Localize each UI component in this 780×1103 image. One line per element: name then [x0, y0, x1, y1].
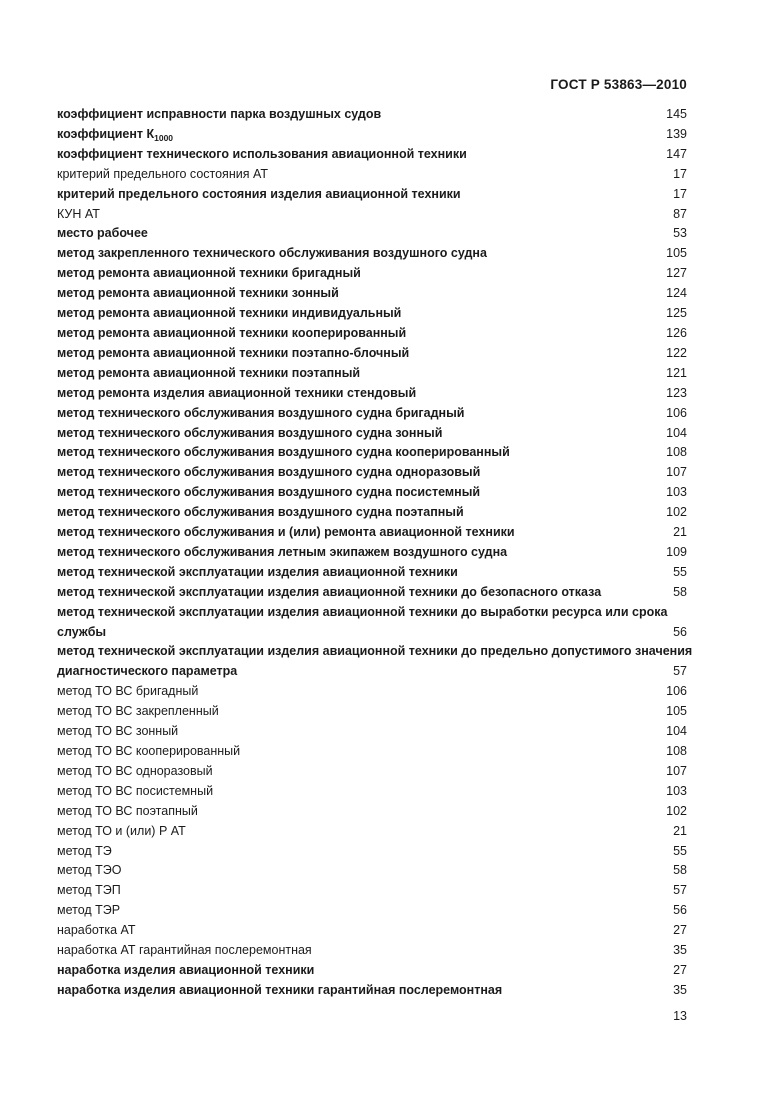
index-entry — [57, 244, 687, 264]
index-term: метод технического обслуживания и (или) ремонта авиационной техники — [57, 525, 515, 540]
index-term: метод технической эксплуатации изделия авиационной техники до выработки ресурса или срока — [57, 604, 668, 619]
index-entry — [57, 881, 687, 901]
document-standard-title: ГОСТ Р 53863—2010 — [550, 77, 687, 92]
index-entry — [57, 603, 687, 643]
index-entry — [57, 802, 687, 822]
index-term: место рабочее — [57, 226, 148, 241]
index-term: метод технического обслуживания воздушного судна кооперированный — [57, 445, 510, 460]
index-term: критерий предельного состояния изделия авиационной техники — [57, 186, 461, 201]
index-entry — [57, 901, 687, 921]
index-entry-page-number: 17 — [673, 186, 687, 201]
index-entry-page-number: 106 — [666, 405, 687, 420]
index-entry-page-number: 102 — [666, 505, 687, 520]
index-entry-page-number: 147 — [666, 146, 687, 161]
index-entry — [57, 583, 687, 603]
index-entry — [57, 224, 687, 244]
index-entry — [57, 145, 687, 165]
index-term: метод ТЭ — [57, 843, 112, 858]
index-entry-page-number: 125 — [666, 306, 687, 321]
index-entry-page-number: 27 — [673, 962, 687, 977]
index-entry-page-number: 107 — [666, 465, 687, 480]
index-term: метод технического обслуживания воздушного судна поэтапный — [57, 505, 464, 520]
index-entry-page-number: 21 — [673, 525, 687, 540]
index-term: коэффициент технического использования авиационной техники — [57, 146, 467, 161]
index-entry — [57, 941, 687, 961]
index-term: метод ремонта авиационной техники индивидуальный — [57, 306, 402, 321]
index-term: метод ТЭО — [57, 863, 122, 878]
index-entry-page-number: 58 — [673, 584, 687, 599]
index-term: наработка АТ гарантийная послеремонтная — [57, 943, 312, 958]
index-entry-page-number: 35 — [673, 943, 687, 958]
index-term: метод ТО ВС кооперированный — [57, 744, 241, 758]
index-entry — [57, 543, 687, 563]
index-entry — [57, 563, 687, 583]
index-entry — [57, 404, 687, 424]
index-entry-page-number: 17 — [673, 166, 687, 181]
term-subscript: 1000 — [154, 132, 174, 143]
index-entry — [57, 762, 687, 782]
index-term: метод ТО ВС посистемный — [57, 783, 214, 798]
index-entry — [57, 503, 687, 523]
index-entry-page-number: 109 — [666, 544, 687, 559]
index-entry-page-number: 35 — [673, 982, 687, 997]
index-entry — [57, 842, 687, 862]
index-entry-page-number: 55 — [673, 564, 687, 579]
index-list — [57, 105, 693, 1027]
index-entry-page-number: 105 — [666, 246, 687, 261]
index-entry-page-number: 57 — [673, 664, 687, 679]
index-term: КУН АТ — [57, 206, 100, 221]
index-term: метод ремонта авиационной техники поэтапный — [57, 365, 361, 380]
index-entry — [57, 682, 687, 702]
index-entry — [57, 304, 687, 324]
index-term: наработка изделия авиационной техники гарантийная послеремонтная — [57, 982, 503, 997]
index-entry-page-number: 122 — [666, 345, 687, 360]
index-entry — [57, 702, 687, 722]
index-entry-page-number: 121 — [666, 365, 687, 380]
index-entry — [57, 205, 687, 225]
index-entry — [57, 981, 687, 1001]
index-entry — [57, 722, 687, 742]
index-term: метод ТЭР — [57, 903, 121, 918]
index-term: метод ремонта авиационной техники кооперированный — [57, 325, 407, 340]
index-entry-page-number: 104 — [666, 425, 687, 440]
index-entry — [57, 961, 687, 981]
index-term: метод ТО ВС бригадный — [57, 684, 199, 699]
index-term: наработка изделия авиационной техники — [57, 962, 315, 977]
index-entry — [57, 742, 687, 762]
index-term: метод ремонта авиационной техники зонный — [57, 286, 339, 301]
index-term: коэффициент исправности парка воздушных судов — [57, 107, 382, 121]
index-entry — [57, 324, 687, 344]
index-entry — [57, 861, 687, 881]
index-entry-page-number: 27 — [673, 923, 687, 938]
index-entry — [57, 364, 687, 384]
index-term: метод ТО ВС зонный — [57, 724, 179, 739]
index-entry-page-number: 87 — [673, 206, 687, 221]
index-entry-page-number: 55 — [673, 843, 687, 858]
index-entry-page-number: 139 — [666, 126, 687, 141]
index-entry — [57, 443, 687, 463]
index-entry-page-number: 56 — [673, 903, 687, 918]
index-entry-page-number: 104 — [666, 724, 687, 739]
index-entry — [57, 483, 687, 503]
index-entry-page-number: 107 — [666, 763, 687, 778]
index-term: метод ремонта авиационной техники поэтапно-блочный — [57, 345, 410, 360]
index-term: метод ТЭП — [57, 883, 121, 898]
index-entry — [57, 921, 687, 941]
index-entry — [57, 264, 687, 284]
index-entry-page-number: 108 — [666, 445, 687, 460]
index-entry — [57, 782, 687, 802]
index-entry-page-number: 57 — [673, 883, 687, 898]
index-entry — [57, 822, 687, 842]
index-term: метод ТО ВС закрепленный — [57, 704, 219, 719]
index-entry-page-number: 105 — [666, 704, 687, 719]
index-term: метод ТО ВС поэтапный — [57, 803, 198, 818]
page-number-footer: 13 — [673, 1008, 687, 1023]
index-entry-page-number: 102 — [666, 803, 687, 818]
index-entry-page-number: 106 — [666, 684, 687, 699]
index-entry-page-number: 56 — [673, 624, 687, 639]
index-term-continuation: диагностического параметра — [57, 664, 238, 679]
index-entry-page-number: 103 — [666, 783, 687, 798]
index-entry — [57, 344, 687, 364]
index-term: наработка АТ — [57, 923, 136, 938]
index-term: метод технической эксплуатации изделия авиационной техники — [57, 564, 458, 579]
index-entry — [57, 165, 687, 185]
index-term: метод ТО и (или) Р АТ — [57, 823, 186, 838]
index-term: метод ремонта изделия авиационной техники стендовый — [57, 385, 417, 400]
index-term: метод технического обслуживания воздушного судна одноразовый — [57, 465, 481, 480]
index-entry — [57, 384, 687, 404]
index-term: метод технической эксплуатации изделия авиационной техники до безопасного отказа — [57, 584, 602, 599]
index-term: метод технического обслуживания летным экипажем воздушного судна — [57, 544, 508, 559]
index-term-continuation: службы — [57, 624, 107, 639]
index-entry-page-number: 21 — [673, 823, 687, 838]
index-entry — [57, 105, 687, 125]
index-entry — [57, 523, 687, 543]
index-entry-page-number: 53 — [673, 226, 687, 241]
index-term: метод ТО ВС одноразовый — [57, 763, 213, 778]
index-entry — [57, 185, 687, 205]
index-entry-page-number: 103 — [666, 485, 687, 500]
index-entry-page-number: 124 — [666, 286, 687, 301]
index-term: метод технического обслуживания воздушного судна посистемный — [57, 485, 481, 500]
index-entry — [57, 125, 687, 145]
index-entry — [57, 463, 687, 483]
index-entry-page-number: 108 — [666, 744, 687, 758]
index-entry — [57, 424, 687, 444]
index-entry — [57, 284, 687, 304]
index-term: метод ремонта авиационной техники бригадный — [57, 266, 361, 281]
index-term: метод технической эксплуатации изделия авиационной техники до предельно допустимого значения — [57, 644, 693, 659]
index-entry-page-number: 123 — [666, 385, 687, 400]
index-entry-page-number: 126 — [666, 325, 687, 340]
index-term: критерий предельного состояния АТ — [57, 166, 268, 181]
index-term: метод технического обслуживания воздушного судна зонный — [57, 425, 443, 440]
index-term: метод закрепленного технического обслуживания воздушного судна — [57, 246, 487, 261]
index-term: коэффициент $К_{1000}$ — [57, 126, 174, 143]
index-term: метод технического обслуживания воздушного судна бригадный — [57, 405, 465, 420]
index-entry-page-number: 127 — [666, 266, 687, 281]
index-entry-page-number: 58 — [673, 863, 687, 878]
index-entry-page-number: 145 — [666, 107, 687, 121]
index-entry — [57, 642, 693, 682]
